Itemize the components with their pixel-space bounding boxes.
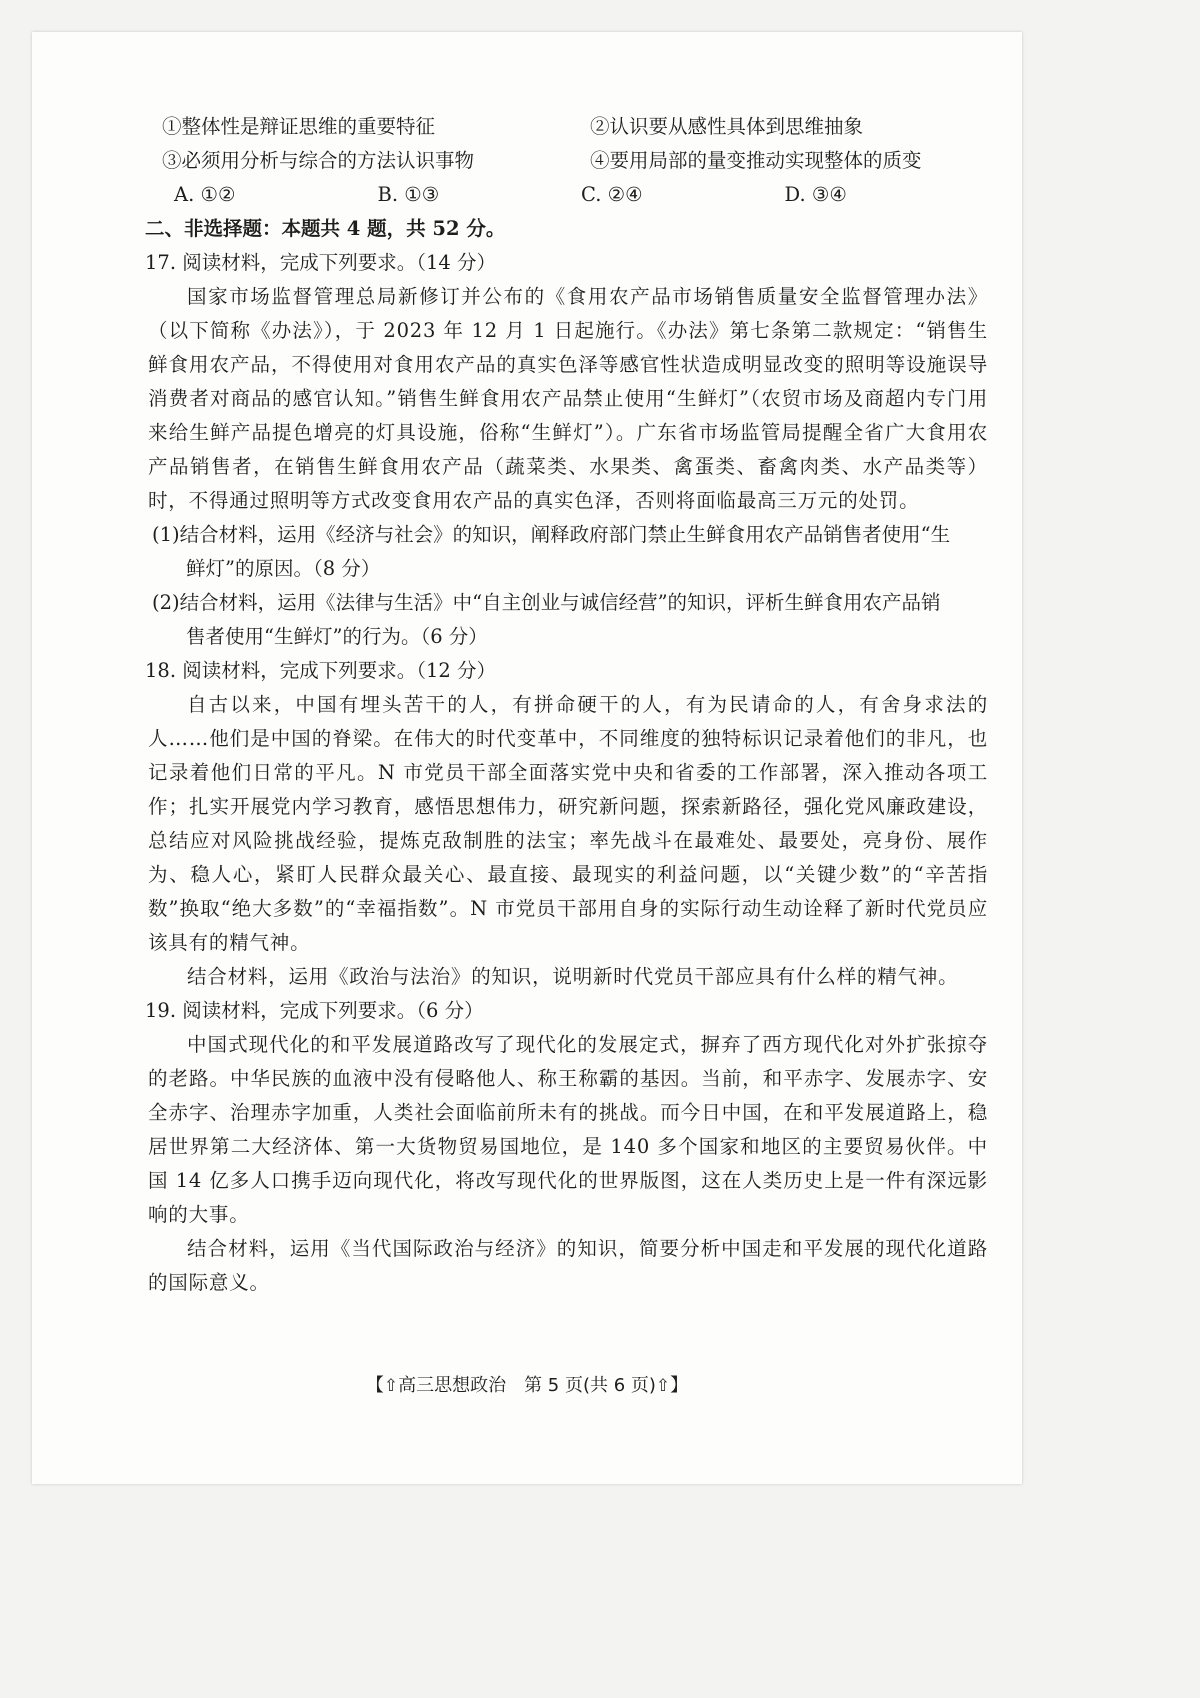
choice-b: B. ①③ bbox=[377, 183, 440, 206]
choice-d: D. ③④ bbox=[784, 183, 847, 206]
statement-4: ④要用局部的量变推动实现整体的质变 bbox=[590, 149, 922, 172]
section-heading: 二、非选择题：本题共 4 题，共 52 分。 bbox=[145, 217, 506, 240]
up-arrow-icon: ⇧ bbox=[655, 1376, 671, 1396]
q17-sub1-line1: (1)结合材料，运用《经济与社会》的知识，阐释政府部门禁止生鲜食用农产品销售者使用“生 bbox=[152, 523, 951, 546]
page-content bbox=[145, 110, 988, 1300]
choice-a: A. ①② bbox=[174, 183, 236, 206]
q19-material: 中国式现代化的和平发展道路改写了现代化的发展定式，摒弃了西方现代化对外扩张掠夺的老路。中华民族的血液中没有侵略他人、称王称霸的基因。当前，和平赤字、发展赤字、安全赤字、治理赤字加重，人类社会面临前所未有的挑战。而今日中国，在和平发展道路上，稳居世界第二大经济体、第一大货物贸易国地位，是 140 多个国家和地区的主要贸易伙伴。中国 14 亿多人口携手迈向现代化，将改写现代化的世界版图，这在人类历史上是一件有深远影响的大事。 bbox=[148, 1033, 988, 1226]
q17-title: 17. 阅读材料，完成下列要求。（14 分） bbox=[145, 251, 496, 274]
q17-sub1 bbox=[152, 518, 988, 586]
statement-3: ③必须用分析与综合的方法认识事物 bbox=[162, 149, 475, 172]
q19-task: 结合材料，运用《当代国际政治与经济》的知识，简要分析中国走和平发展的现代化道路的国际意义。 bbox=[148, 1237, 988, 1294]
q18-material: 自古以来，中国有埋头苦干的人，有拼命硬干的人，有为民请命的人，有舍身求法的人……他们是中国的脊梁。在伟大的时代变革中，不同维度的独特标识记录着他们的非凡，也记录着他们日常的平凡。N 市党员干部全面落实党中央和省委的工作部署，深入推动各项工作；扎实开展党内学习教育，感悟思想伟力，研究新问题，探索新路径，强化党风廉政建设，总结应对风险挑战经验，提炼克敌制胜的法宝；率先战斗在最难处、最要处，亮身份、展作为、稳人心，紧盯人民群众最关心、最直接、最现实的利益问题，以“关键少数”的“辛苦指数”换取“绝大多数”的“幸福指数”。N 市党员干部用自身的实际行动生动诠释了新时代党员应该具有的精气神。 bbox=[148, 693, 988, 954]
choice-c: C. ②④ bbox=[581, 183, 643, 206]
statement-1: ①整体性是辩证思维的重要特征 bbox=[162, 115, 436, 138]
q18-task: 结合材料，运用《政治与法治》的知识，说明新时代党员干部应具有什么样的精气神。 bbox=[187, 965, 959, 988]
q19-title: 19. 阅读材料，完成下列要求。（6 分） bbox=[145, 999, 484, 1022]
up-arrow-icon: ⇧ bbox=[383, 1376, 399, 1396]
q17-sub2 bbox=[152, 586, 988, 654]
footer-text: 高三思想政治 第 5 页(共 6 页) bbox=[398, 1375, 656, 1396]
statement-2: ②认识要从感性具体到思维抽象 bbox=[590, 115, 864, 138]
statement-row-2 bbox=[148, 144, 988, 178]
footer-bracket-close: 】 bbox=[670, 1375, 689, 1396]
q17-material: 国家市场监督管理总局新修订并公布的《食用农产品市场销售质量安全监督管理办法》（以下简称《办法》），于 2023 年 12 月 1 日起施行。《办法》第七条第二款规定：“销售生鲜食用农产品，不得使用对食用农产品的真实色泽等感官性状造成明显改变的照明等设施误导消费者对商品的感官认知。”销售生鲜食用农产品禁止使用“生鲜灯”（农贸市场及商超内专门用来给生鲜产品提色增亮的灯具设施，俗称“生鲜灯”）。广东省市场监管局提醒全省广大食用农产品销售者，在销售生鲜食用农产品（蔬菜类、水果类、禽蛋类、畜禽肉类、水产品类等）时，不得通过照明等方式改变食用农产品的真实色泽，否则将面临最高三万元的处罚。 bbox=[148, 285, 988, 512]
statement-row-1 bbox=[148, 110, 988, 144]
q18-title: 18. 阅读材料，完成下列要求。（12 分） bbox=[145, 659, 496, 682]
q17-sub2-line1: (2)结合材料，运用《法律与生活》中“自主创业与诚信经营”的知识，评析生鲜食用农产品销 bbox=[152, 591, 941, 614]
choice-row bbox=[148, 178, 988, 212]
q17-sub1-line2: 鲜灯”的原因。（8 分） bbox=[186, 557, 381, 580]
footer-bracket-open: 【 bbox=[365, 1375, 384, 1396]
page-footer bbox=[32, 1371, 1022, 1397]
q17-sub2-line2: 售者使用“生鲜灯”的行为。（6 分） bbox=[186, 625, 488, 648]
